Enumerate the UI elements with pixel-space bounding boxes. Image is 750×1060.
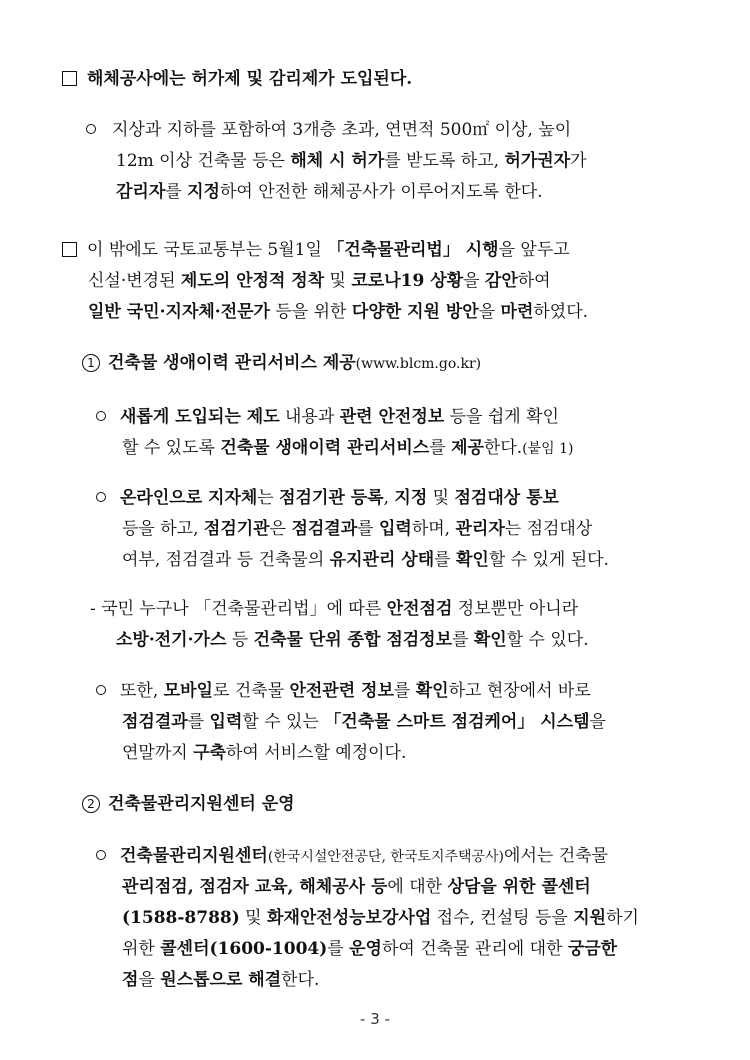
text-line: 감리자를 지정하여 안전한 해체공사가 이루어지도록 한다. [116, 182, 543, 202]
bullet-circle-icon [96, 411, 106, 421]
dash-item-public-access: - 국민 누구나 「건축물관리법」에 따른 안전점검 정보뿐만 아니라 [90, 599, 579, 619]
text-line: 여부, 점검결과 등 건축물의 유지관리 상태를 확인할 수 있게 된다. [122, 550, 609, 570]
bullet-circle-icon [96, 685, 106, 695]
bullet-online-inspection: 온라인으로 지자체는 점검기관 등록, 지정 및 점검대상 통보 [96, 485, 559, 511]
bullet-circle-icon [96, 492, 106, 502]
section-heading-demolition: 해체공사에는 허가제 및 감리제가 도입된다. [62, 66, 412, 92]
text-line: 등을 하고, 점검기관은 점검결과를 입력하며, 관리자는 점검대상 [122, 519, 593, 539]
bullet-circle-icon [86, 124, 96, 134]
circled-number-marker: 1 [82, 354, 100, 372]
text-line: 위한 콜센터(1600-1004)를 운영하여 건축물 관리에 대한 궁금한 [122, 939, 618, 959]
bullet-new-system-info: 새롭게 도입되는 제도 내용과 관련 안전정보 등을 쉽게 확인 [96, 404, 559, 430]
text-line: 점검결과를 입력할 수 있는 「건축물 스마트 점검케어」 시스템을 [122, 712, 606, 732]
text-line: 신설·변경된 제도의 안정적 정착 및 코로나19 상황을 감안하여 [88, 271, 551, 291]
text-line: 12m 이상 건축물 등은 해체 시 허가를 받도록 하고, 허가권자가 [116, 151, 587, 171]
text-line: 소방·전기·가스 등 건축물 단위 종합 점검정보를 확인할 수 있다. [116, 630, 589, 650]
checkbox-square-icon [62, 71, 77, 86]
bullet-mobile-smart-care: 또한, 모바일로 건축물 안전관련 정보를 확인하고 현장에서 바로 [96, 678, 591, 704]
bullet-demolition-permit: 지상과 지하를 포함하여 3개층 초과, 연면적 500㎡ 이상, 높이 [86, 117, 571, 143]
circled-number-marker: 2 [82, 795, 100, 813]
subsection-heading-lifecycle-service: 1 건축물 생애이력 관리서비스 제공(www.blcm.go.kr) [82, 350, 481, 377]
bullet-support-center-callcenter: 건축물관리지원센터(한국시설안전공단, 한국토지주택공사)에서는 건축물 [96, 843, 608, 870]
section-paragraph-support: 이 밖에도 국토교통부는 5월1일 「건축물관리법」 시행을 앞두고 [62, 237, 570, 263]
text-line: 점을 원스톱으로 해결한다. [122, 970, 320, 990]
bullet-circle-icon [96, 850, 106, 860]
page-number: - 3 - [360, 1010, 390, 1028]
text-line: 일반 국민·지자체·전문가 등을 위한 다양한 지원 방안을 마련하였다. [88, 302, 589, 322]
subsection-heading-support-center: 2 건축물관리지원센터 운영 [82, 791, 295, 817]
text-line: (1588-8788) 및 화재안전성능보강사업 접수, 컨설팅 등을 지원하기 [122, 908, 639, 928]
text-line: 할 수 있도록 건축물 생애이력 관리서비스를 제공한다.(붙임 1) [122, 438, 574, 458]
checkbox-square-icon [62, 242, 77, 257]
text-line: 연말까지 구축하여 서비스할 예정이다. [122, 743, 407, 763]
text-line: 관리점검, 점검자 교육, 해체공사 등에 대한 상담을 위한 콜센터 [122, 877, 591, 897]
